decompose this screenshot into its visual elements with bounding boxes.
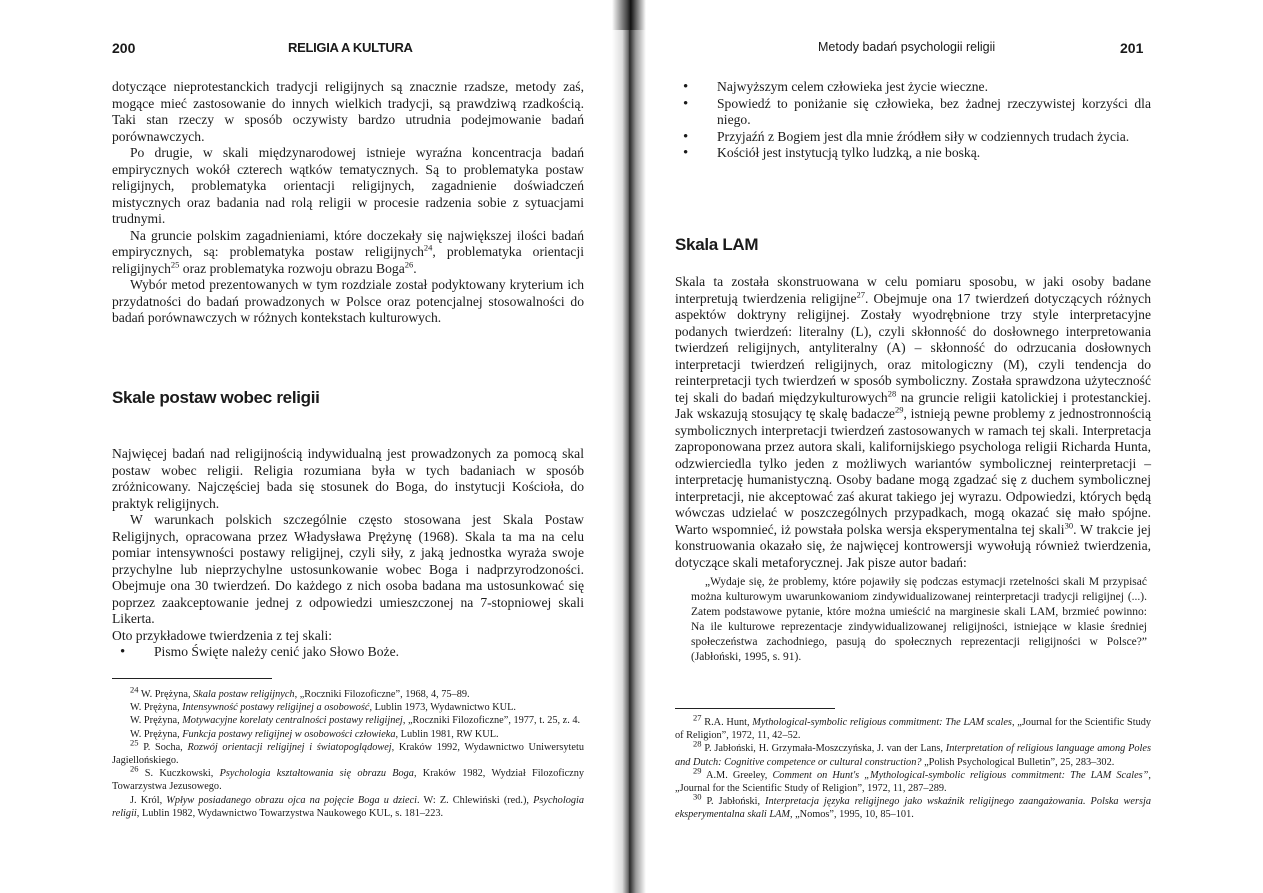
footnote: $^{30}$ P. Jabłoński, Interpretacja języka religijnego jako wskaźnik religijnego zaangażowania. Polska wersja eksperymentalna skali LAM, „Nomos”, 1995, 10, 85–101.: [675, 791, 1151, 821]
footnote-rule: [675, 708, 1151, 709]
left-body-top: [112, 79, 584, 327]
section-heading: Skala LAM: [675, 235, 759, 254]
footnote-ref: 24: [423, 242, 433, 253]
paragraph: Wybór metod prezentowanych w tym rozdziale został podyktowany kryterium ich przydatności do badań prowadzonych w Polsce oraz potencjalnej stosowalności do badań porównawczych w różnych kontekstach kulturowych.: [112, 277, 584, 325]
footnote-ref: 25: [170, 258, 180, 269]
book-gutter: [612, 0, 646, 893]
block-quote: „Wydaje się, że problemy, które pojawiły się podczas estymacji rzetelności skali M przypisać można kulturowym uwarunkowaniom zindywidualizowanej reinterpretacji tradycji religijnej (...). Zatem podstawowe pytanie, które można umieścić na marginesie skali LAM, brzmieć powinno: Na ile kulturowe reprezentacje zindywidualizowanej religijności, istniejące w klasie średniej społeczeństwa zachodniego, pasują do społecznych reprezentacji religijności w Polsce?” (Jabłoński, 1995, s. 91).: [691, 576, 1147, 663]
page-number-left: 200: [112, 40, 136, 56]
list-item: • Najwyższym celem człowieka jest życie wieczne.: [675, 79, 1151, 96]
footnote: J. Król, Wpływ posiadanego obrazu ojca na pojęcie Boga u dzieci. W: Z. Chlewiński (red.), Psychologia religii, Lublin 1982, Wydawnictwo Towarzystwa Naukowego KUL, s. 181–223.: [112, 794, 584, 819]
page-number-right: 201: [1120, 40, 1144, 56]
right-heading-block: [675, 237, 1151, 254]
footnote-ref: 30: [1064, 519, 1074, 530]
list-item: • Pismo Święte należy cenić jako Słowo Boże.: [112, 644, 584, 661]
list-item: • Przyjaźń z Bogiem jest dla mnie źródłem siły w codziennych trudach życia.: [675, 129, 1151, 146]
paragraph: Najwięcej badań nad religijnością indywidualną jest prowadzonych za pomocą skal postaw wobec religii. Religia rozumiana była w tych badaniach w sposób zróżnicowany. Najczęściej bada się stosunek do Boga, do instytucji Kościoła, do praktyk religijnych.: [112, 446, 584, 511]
footnote: W. Prężyna, Funkcja postawy religijnej w osobowości człowieka, Lublin 1981, RW KUL.: [130, 728, 499, 740]
footnote-ref: 26: [404, 258, 414, 269]
footnotes-left: [112, 684, 585, 820]
footnote: $^{28}$ P. Jabłoński, H. Grzymała-Moszczyńska, J. van der Lans, Interpretation of religious language among Poles and Dutch: Cognitive competence or cultural construction? „Polish Psychological Bulletin”, 25, 283–302.: [675, 738, 1151, 768]
footnote-ref: 29: [894, 404, 904, 415]
footnote: W. Prężyna, Intensywność postawy religijnej a osobowość, Lublin 1973, Wydawnictwo KUL.: [130, 702, 516, 714]
footnote: W. Prężyna, Motywacyjne korelaty centralności postawy religijnej, „Roczniki Filozoficzne”, 1977, t. 25, z. 4.: [130, 715, 581, 727]
statement-list: [675, 79, 1151, 162]
footnote: $^{29}$ A.M. Greeley, Comment on Hunt's „Mythological-symbolic religious commitment: The LAM Scales”, „Journal for the Scientific Study of Religion”, 1972, 11, 287–289.: [675, 765, 1151, 795]
footnote: $^{24}$ W. Prężyna, Skala postaw religijnych, „Roczniki Filozoficzne”, 1968, 4, 75–89.: [130, 684, 470, 700]
right-bullets: [675, 79, 1151, 162]
running-head-left: RELIGIA A KULTURA: [288, 40, 413, 55]
section-heading: Skale postaw wobec religii: [112, 388, 320, 407]
right-body: [675, 274, 1151, 665]
paragraph: W warunkach polskich szczególnie często stosowana jest Skala Postaw Religijnych, opracowana przez Władysława Prężynę (1968). Skala ta ma na celu pomiar intensywności postawy religijnej, czyli siły, z jaką jednostka wyraża swoje przychylne lub nieprzychylne ustosunkowanie wobec Boga i nadprzyrodzoności. Obejmuje ona 30 twierdzeń. Do każdego z nich osoba badana ma ustosunkować się poprzez zaakceptowanie jednej z odpowiedzi umieszczonej na 7-stopniowej skali Likerta.: [112, 512, 584, 626]
right-page: [650, 0, 1263, 893]
statement-list: [112, 644, 584, 661]
left-body-bottom: [112, 446, 584, 661]
footnote: $^{26}$ S. Kuczkowski, Psychologia kształtowania się obrazu Boga, Kraków 1982, Wydział Filozoficzny Towarzystwa Jezusowego.: [112, 763, 585, 793]
running-head-right: Metody badań psychologii religii: [818, 40, 996, 54]
gutter-shadow: [612, 0, 646, 30]
list-item: • Spowiedź to poniżanie się człowieka, bez żadnej rzeczywistej korzyści dla niego.: [675, 96, 1151, 129]
paragraph: dotyczące nieprotestanckich tradycji religijnych są znacznie rzadsze, metody zaś, mogące mieć zastosowanie do innych wielkich tradycji, są prawdziwą rzadkością. Taki stan rzeczy w sposób oczywisty bardzo utrudnia podejmowanie badań porównawczych.: [112, 79, 584, 144]
paragraph: Po drugie, w skali międzynarodowej istnieje wyraźna koncentracja badań empirycznych wokół czterech wątków tematycznych. Są to problematyka postaw religijnych, problematyka orientacji religijnych, zagadnienie doświadczeń mistycznych oraz badania nad rolą religii w procesie radzenia sobie z sytuacjami trudnymi.: [112, 145, 584, 226]
footnote-ref: 27: [856, 288, 866, 299]
footnotes-right: [675, 712, 1152, 822]
left-page: [0, 0, 610, 893]
list-item: • Kościół jest instytucją tylko ludzką, a nie boską.: [675, 145, 1151, 162]
paragraph: Oto przykładowe twierdzenia z tej skali:: [112, 627, 333, 643]
footnote-rule: [112, 678, 584, 679]
footnote: $^{25}$ P. Socha, Rozwój orientacji religijnej i światopoglądowej, Kraków 1992, Wydawnictwo Uniwersytetu Jagiellońskiego.: [112, 737, 585, 767]
footnote-ref: 28: [887, 387, 897, 398]
paragraph: Skala ta została skonstruowana w celu pomiaru sposobu, w jaki osoby badane interpretują twierdzenia religijne$^{27}$. Obejmuje ona 17 twierdzeń dotyczących różnych aspektów doktryny religijnej. Zostały wyodrębnione trzy style interpretacyjne podanych twierdzeń: literalny (L), czyli skłonność do dosłownego interpretowania twierdzeń religijnych, antyliteralny (A) – skłonność do odrzucania dosłownych interpretacji twierdzeń religijnych, oraz mitologiczny (M), czyli tendencja do reinterpretacji tych twierdzeń w sposób symboliczny. Została sprawdzona użyteczność tej skali do badań międzykulturowych$^{28}$ na gruncie religii katolickiej i protestanckiej. Jak wskazują stosujący tę skalę badacze$^{29}$, istnieją pewne problemy z jednostronnością symbolicznych interpretacji twierdzeń zastosowanych w ramach tej skali. Interpretacja zaproponowana przez autora skali, kalifornijskiego psychologa religii Richarda Hunta, odzwierciedla tylko jeden z możliwych wariantów symbolicznej reinterpretacji – interpretację humanistyczną. Osoby badane mogą zgadzać się z duchem symbolicznej interpretacji, nie akceptować zaś akurat takiego jej wyrazu. Odpowiedzi, których będą wówczas udzielać w poszczególnych przypadkach, mogą okazać się mało spójne. Warto wspomnieć, iż powstała polska wersja eksperymentalna tej skali$^{30}$. W trakcie jej konstruowania okazało się, że najwięcej kontrowersji wywołują również twierdzenia, dotyczące skali metaforycznej. Jak pisze autor badań:: [675, 274, 1151, 570]
footnote: $^{27}$ R.A. Hunt, Mythological-symbolic religious commitment: The LAM scales, „Journal for the Scientific Study of Religion”, 1972, 11, 42–52.: [675, 712, 1152, 742]
left-heading-block: [112, 390, 584, 407]
paragraph: Na gruncie polskim zagadnieniami, które doczekały się największej ilości badań empirycznych, są: problematyka postaw religijnych$^{24}$, problematyka orientacji religijnych$^{25}$ oraz problematyka rozwoju obrazu Boga$^{26}$.: [112, 227, 585, 276]
